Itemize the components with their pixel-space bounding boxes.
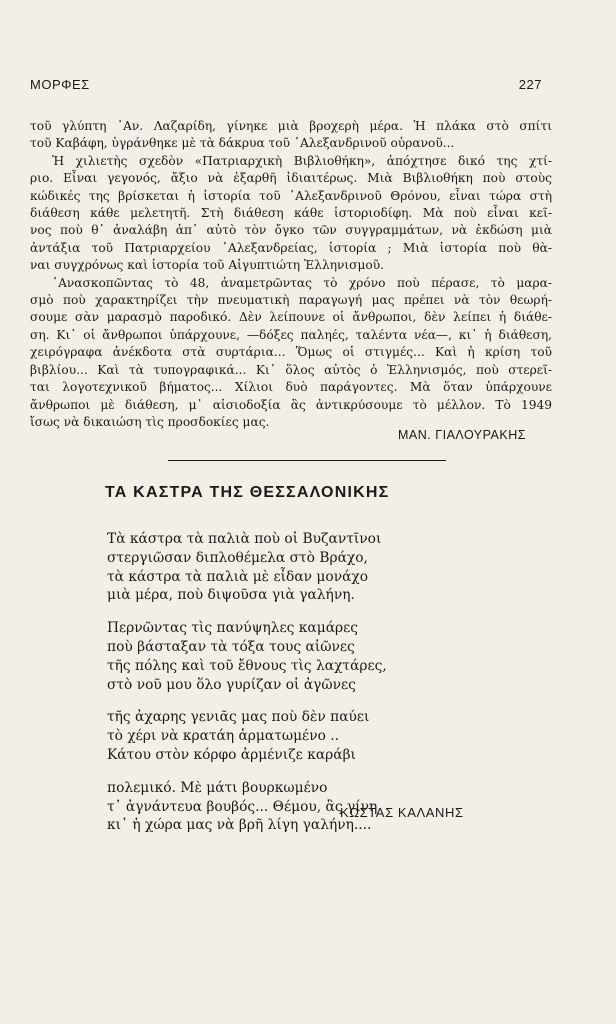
poem-verse: Τὰ κάστρα τὰ παλιὰ ποὺ οἱ Βυζαντῖνοι [107,531,382,547]
article-line: ση. Κι᾿ οἱ ἄνθρωποι ὑπάρχουνε, —δόξες παληές, ταλέντα νέα—, κι᾿ ἡ διάθεση, [30,327,552,342]
article-line: τοῦ γλύπτη ᾿Αν. Λαζαρίδη, γίνηκε μιὰ βροχερὴ μέρα. Ἡ πλάκα στὸ σπίτι [30,119,552,133]
running-head [30,77,542,92]
poem-stanza [107,708,387,764]
article-line: σμὸ ποὺ χαρακτηρίζει τὴν πνευματικὴ παραγωγή μας πρέπει νὰ τὸν θεωρή- [30,293,552,308]
poem-verse: τὸ χέρι νὰ κρατάη ἁρματωμένο .. [107,728,340,745]
article-line: ἀντάξια τοῦ Πατριαρχείου ᾿Αλεξανδρείας, ἱστορία ; Μιὰ ἱστορία ποὺ θὰ- [30,240,552,255]
article-line: νος ποὺ θ᾿ ἀναλάβη ἀπ᾿ αὐτὸ τὸν ὄγκο τῶν συγγραμμάτων, νὰ ἐκδώση μιὰ [30,223,552,238]
article-line: κώδικές της βρίσκεται ἡ ἱστορία τοῦ ᾿Αλεξανδρινοῦ Θρόνου, εἶναι τώρα στὴ [30,188,552,203]
poem-verse: τ᾿ ἀγνάντευα βουβός... Θέμου, ἂς γίνη [107,798,378,815]
poem-verse: Περνῶντας τὶς πανύψηλες καμάρες [107,620,358,637]
poem-verse: στεργιῶσαν διπλοθέμελα στὸ Βράχο, [107,549,368,566]
article-line: ναι συγχρόνως καὶ ἱστορία τοῦ Αἰγυπτιώτη Ἑλληνισμοῦ. [30,258,385,273]
article-line: χειρόγραφα ἀνέκδοτα στὰ συρτάρια... Ὅμως οἱ στιγμές... Καὶ ἡ κρίση τοῦ [30,345,552,360]
poem-verse: κι᾿ ἡ χώρα μας νὰ βρῆ λίγη γαλήνη.... [107,817,372,834]
journal-title: ΜΟΡΦΕΣ [30,77,90,92]
poem-verse: Κάτου στὸν κόρφο ἀρμένιζε καράβι [107,746,356,763]
poem-verse: μιὰ μέρα, ποὺ διψοῦσα γιὰ γαλήνη. [107,587,355,604]
article-line: διάθεση κάθε μελετητῆ. Στὴ διάθεση κάθε ἱστοριοδίφη. Μὰ ποὺ εἶναι κεῖ- [30,206,552,221]
poem-verse: τῆς ἀχαρης γενιᾶς μας ποὺ δὲν παύει [107,709,370,726]
section-divider [168,460,446,461]
article-line: τοῦ Καβάφη, ὑγράνθηκε μὲ τὰ δάκρυα τοῦ ᾿Αλεξανδρινοῦ οὐρανοῦ... [30,136,455,151]
article-line: ᾿Ανασκοπῶντας τὸ 48, ἀναμετρῶντας τὸ χρόνο ποὺ πέρασε, τὸ μαρα- [52,275,552,290]
article-line: ἄνθρωποι μὲ διάθεση, μ᾿ αἰσιοδοξία ἂς ἀντικρύσουμε τὸ μέλλον. Τὸ 1949 [30,397,552,412]
article-line: ται λογοτεχνικοῦ βήματος... Χίλιοι δυὸ παράγοντες. Μὰ ὅταν ὑπάρχουνε [30,380,552,395]
poem-stanza [107,619,387,694]
poem-title: ΤΑ ΚΑΣΤΡΑ ΤΗΣ ΘΕΣΣΑΛΟΝΙΚΗΣ [105,484,390,501]
poem-verse: στὸ νοῦ μου ὅλο γυρίζαν οἱ ἀγῶνες [107,676,356,693]
poem-verse: τῆς πόλης καὶ τοῦ ἔθνους τὶς λαχτάρες, [107,657,387,674]
poem-author: ΚΩΣΤΑΣ ΚΑΛΑΝΗΣ [340,805,464,820]
article-line: ριο. Εἶναι γεγονός, ἄξιο νὰ ἐξαρθῆ ἰδιαιτέρως. Μιὰ Βιβλιοθήκη ποὺ στοὺς [30,171,552,186]
article-line: Ἡ χιλιετὴς σχεδὸν «Πατριαρχικὴ Βιβλιοθήκη», ἀπόχτησε δικό της χτί- [52,153,552,168]
poem-stanza [107,530,387,605]
article-body [30,118,552,431]
article-author: ΜΑΝ. ΓΙΑΛΟΥΡΑΚΗΣ [397,428,526,442]
poem-body [107,530,387,849]
article-line: βιβλίου... Καὶ τὰ τυπογραφικά... Κι᾿ ὅλος αὐτὸς ὁ Ἑλληνισμός, ποὺ στερεῖ- [30,362,552,377]
poem-verse: πολεμικό. Μὲ μάτι βουρκωμένο [107,779,328,796]
article-line: ἴσως νὰ δικαιώση τὶς προσδοκίες μας. [30,414,270,429]
poem-verse: ποὺ βάσταξαν τὰ τόξα τους αἰῶνες [107,638,355,655]
page-number: 227 [518,77,542,92]
article-line: σουμε σὰν μαρασμὸ παροδικό. Δὲν λείπουνε οἱ ἄνθρωποι, δὲν λείπει ἡ διάθε- [30,310,552,325]
poem-verse: τὰ κάστρα τὰ παλιὰ μὲ εἶδαν μονάχο [107,568,369,585]
